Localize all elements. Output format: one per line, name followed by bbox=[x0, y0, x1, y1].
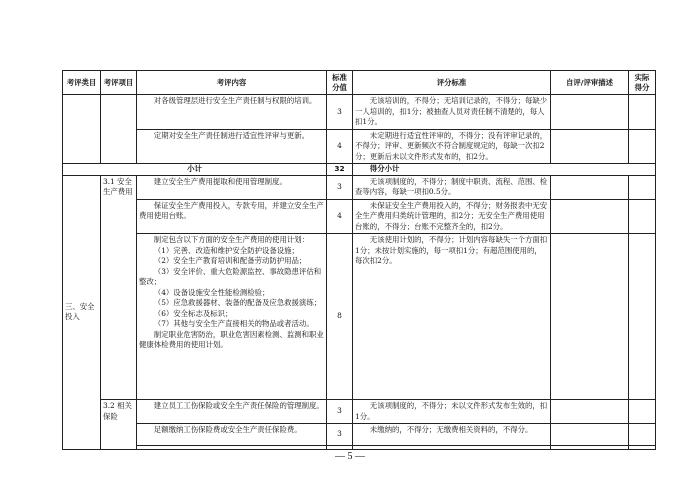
score-cell: 4 bbox=[327, 199, 353, 234]
header-content: 考评内容 bbox=[137, 71, 327, 95]
plan-line: （4）设备设施安全性能检测检验； bbox=[153, 287, 270, 297]
subtotal-score: 32 bbox=[327, 164, 353, 176]
content-cell: 建立员工工伤保险或安全生产责任保险的管理制度。 bbox=[137, 400, 327, 424]
actual-score-cell bbox=[629, 129, 656, 164]
table-row bbox=[63, 446, 656, 450]
plan-line: （1）完善、改造和维护安全防护设备设施； bbox=[153, 245, 299, 255]
criteria-cell: 无该项制度的，不得分；制度中职责、流程、范围、检查等内容，每缺一项扣0.5分。 bbox=[353, 175, 551, 199]
criteria-cell: 未定期进行适宜性评审的，不得分；没有评审记录的，不得分；评审、更新频次不符合制度规定的，每缺一次扣2分；更新后未以文件形式发布的，扣2分。 bbox=[353, 129, 551, 164]
content-cell: 保证安全生产费用投入，专款专用，并建立安全生产费用使用台账。 bbox=[137, 199, 327, 234]
plan-line: 制定包含以下方面的安全生产费用的使用计划： bbox=[153, 235, 310, 245]
header-criteria: 评分标准 bbox=[353, 71, 551, 95]
header-self-eval: 自评/评审描述 bbox=[551, 71, 629, 95]
self-eval-cell bbox=[551, 234, 629, 400]
empty-cell bbox=[353, 446, 551, 450]
actual-score-cell bbox=[629, 95, 656, 130]
blank-item-cell bbox=[101, 95, 137, 164]
header-item: 考评项目 bbox=[101, 71, 137, 95]
actual-score-cell bbox=[629, 424, 656, 446]
score-cell: 8 bbox=[327, 234, 353, 400]
content-cell: 定期对安全生产责任制进行适宜性评审与更新。 bbox=[137, 129, 327, 164]
score-cell: 3 bbox=[327, 424, 353, 446]
plan-line: （7）其他与安全生产直接相关的物品或者活动。 bbox=[153, 319, 314, 329]
item-safety-expense: 3.1 安全生产费用 bbox=[101, 175, 137, 400]
plan-line: （2）安全生产教育培训和配备劳动防护用品； bbox=[153, 256, 307, 266]
criteria-cell: 未保证安全生产费用投入的，不得分；财务报表中无安全生产费用归类统计管理的，扣2分；无安全生产费用使用台账的，不得分；台账不完整齐全的，扣2分。 bbox=[353, 199, 551, 234]
header-actual: 实际得分 bbox=[629, 71, 656, 95]
empty-cell bbox=[629, 446, 656, 450]
blank-category-cell bbox=[63, 95, 101, 164]
evaluation-table bbox=[62, 70, 656, 450]
table-row bbox=[63, 400, 656, 424]
content-cell: 足额缴纳工伤保险费或安全生产责任保险费。 bbox=[137, 424, 327, 446]
score-cell: 3 bbox=[327, 95, 353, 130]
plan-line: （3）安全评价、重大危险源监控、事故隐患评估和整改； bbox=[139, 266, 322, 287]
subtotal-text: 得分小计 bbox=[353, 164, 656, 176]
plan-line: 制定职业危害防治，职业危害因素检测、监测和职业健康体检费用的使用计划。 bbox=[139, 329, 324, 350]
actual-score-cell bbox=[629, 234, 656, 400]
self-eval-cell bbox=[551, 400, 629, 424]
criteria-cell: 未缴纳的，不得分；无缴费相关资料的，不得分。 bbox=[353, 424, 551, 446]
self-eval-cell bbox=[551, 129, 629, 164]
score-cell: 4 bbox=[327, 129, 353, 164]
empty-cell bbox=[551, 446, 629, 450]
self-eval-cell bbox=[551, 95, 629, 130]
table-row bbox=[63, 95, 656, 130]
header-category: 考评类目 bbox=[63, 71, 101, 95]
self-eval-cell bbox=[551, 424, 629, 446]
score-cell: 3 bbox=[327, 400, 353, 424]
criteria-cell: 无该使用计划的，不得分；计划内容每缺失一个方面扣1分；未按计划实施的，每一项扣1分；有超范围使用的，每次扣2分。 bbox=[353, 234, 551, 400]
actual-score-cell bbox=[629, 175, 656, 199]
table-row bbox=[63, 234, 656, 400]
empty-cell bbox=[327, 446, 353, 450]
category-safety-investment: 三、安全投入 bbox=[63, 175, 101, 450]
table-row bbox=[63, 129, 656, 164]
criteria-cell: 无该项制度的，不得分；未以文件形式发布生效的，扣1分。 bbox=[353, 400, 551, 424]
plan-content-cell bbox=[137, 234, 327, 400]
actual-score-cell bbox=[629, 400, 656, 424]
header-score: 标准分值 bbox=[327, 71, 353, 95]
table-row bbox=[63, 175, 656, 199]
item-insurance: 3.2 相关保险 bbox=[101, 400, 137, 450]
table-header bbox=[63, 71, 656, 95]
self-eval-cell bbox=[551, 175, 629, 199]
empty-cell bbox=[137, 446, 327, 450]
table-row bbox=[63, 424, 656, 446]
subtotal-row bbox=[63, 164, 656, 176]
actual-score-cell bbox=[629, 199, 656, 234]
plan-line: （5）应急救援器材、装备的配备及应急救援演练； bbox=[153, 298, 322, 308]
criteria-cell: 无该培训的，不得分；无培训记录的，不得分；每缺少一人培训的，扣1分；被抽查人员对责任制不清楚的，每人扣1分。 bbox=[353, 95, 551, 130]
content-cell: 对各级管理层进行安全生产责任制与权限的培训。 bbox=[137, 95, 327, 130]
content-cell: 建立安全生产费用提取和使用管理制度。 bbox=[137, 175, 327, 199]
self-eval-cell bbox=[551, 199, 629, 234]
table-row bbox=[63, 199, 656, 234]
plan-line: （6）安全标志及标识； bbox=[153, 308, 233, 318]
score-cell: 3 bbox=[327, 175, 353, 199]
subtotal-label: 小计 bbox=[63, 164, 327, 176]
page-number: — 5 — bbox=[335, 451, 365, 462]
